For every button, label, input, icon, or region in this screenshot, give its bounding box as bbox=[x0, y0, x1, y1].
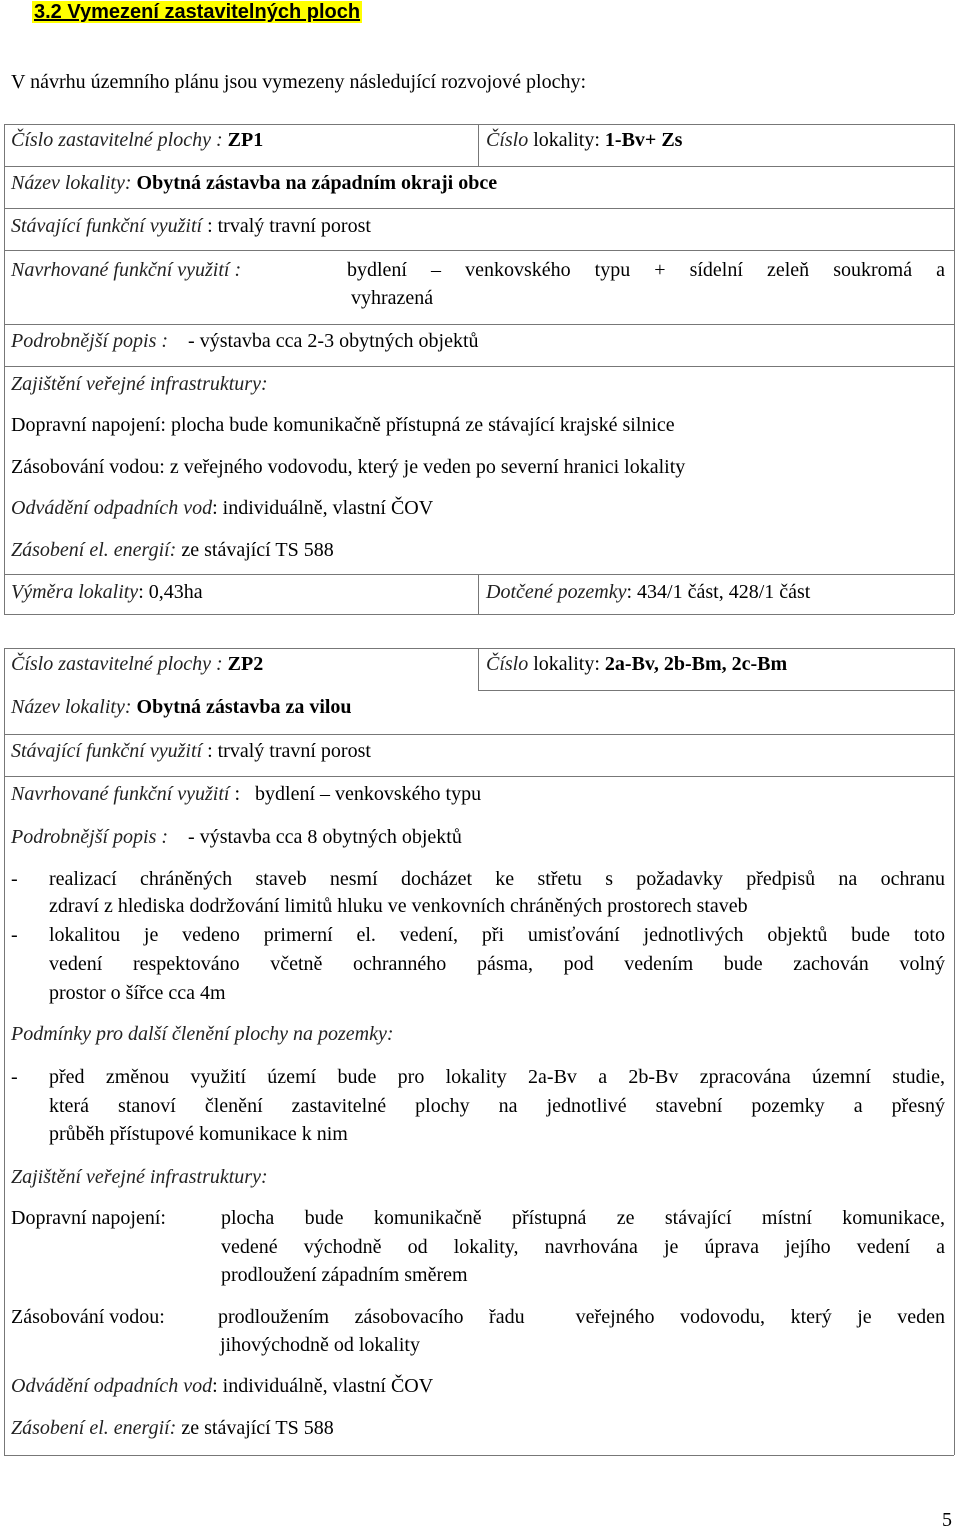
zp1-odpad: Odvádění odpadních vod: individuálně, vlastní ČOV bbox=[11, 497, 434, 519]
zp1-lokalita: Číslo lokality: 1-Bv+ Zs bbox=[486, 129, 683, 151]
bullet2-line3: prostor o šířce cca 4m bbox=[49, 982, 226, 1004]
bullet3-line3: průběh přístupové komunikace k nim bbox=[49, 1123, 348, 1145]
zp1-border bbox=[4, 574, 954, 575]
zp1-vymera: Výměra lokality: 0,43ha bbox=[11, 581, 203, 603]
bullet3-line1: před změnou využití území bude pro lokality 2a-Bv a 2b-Bv zpracována územní studie, bbox=[49, 1066, 945, 1088]
bullet2-line2: vedení respektováno včetně ochranného pásma, pod vedením bude zachován volný bbox=[49, 953, 945, 975]
zp1-cislo: Číslo zastavitelné plochy : ZP1 bbox=[11, 129, 264, 151]
zp1-border bbox=[4, 124, 5, 614]
bullet1-line2: zdraví z hlediska dodržování limitů hluku ve venkovních chráněných prostorech staveb bbox=[49, 895, 748, 917]
zp1-navrhovane-label: Navrhované funkční využití : bbox=[11, 259, 242, 281]
zp2-border bbox=[478, 690, 954, 691]
zp2-podminky-label: Podmínky pro další členění plochy na pozemky: bbox=[11, 1023, 394, 1045]
zp1-nazev: Název lokality: Obytná zástavba na západním okraji obce bbox=[11, 172, 498, 194]
zp1-navrhovane-line2: vyhrazená bbox=[351, 287, 434, 309]
zp2-border bbox=[4, 648, 954, 649]
zp2-stavajici: Stávající funkční využití : trvalý travní porost bbox=[11, 740, 371, 762]
zp1-border bbox=[4, 250, 954, 251]
zp2-doprava-line1: plocha bude komunikačně přístupná ze stávající místní komunikace, bbox=[221, 1207, 945, 1229]
zp2-doprava-line2: vedené východně od lokality, navrhována je úprava jejího vedení a bbox=[221, 1236, 945, 1258]
zp2-cislo: Číslo zastavitelné plochy : ZP2 bbox=[11, 653, 264, 675]
zp2-nazev: Název lokality: Obytná zástavba za vilou bbox=[11, 696, 352, 718]
zp2-voda-line1: prodloužením zásobovacího řadu veřejného vodovodu, který je veden bbox=[218, 1306, 945, 1328]
zp2-doprava-label: Dopravní napojení: bbox=[11, 1207, 166, 1229]
zp1-border bbox=[4, 208, 954, 209]
section-heading: 3.2 Vymezení zastavitelných ploch bbox=[34, 1, 361, 23]
zp2-border bbox=[4, 1455, 954, 1456]
zp1-border bbox=[4, 614, 954, 615]
bullet-dash: - bbox=[11, 1066, 18, 1088]
zp1-border bbox=[4, 324, 954, 325]
intro-text: V návrhu územního plánu jsou vymezeny následující rozvojové plochy: bbox=[11, 71, 587, 93]
bullet-dash: - bbox=[11, 868, 18, 890]
zp1-border bbox=[954, 124, 955, 614]
bullet3-line2: která stanoví členění zastavitelné plochy na jednotlivé stavební pozemky a přesný bbox=[49, 1095, 945, 1117]
zp1-stavajici: Stávající funkční využití : trvalý travní porost bbox=[11, 215, 371, 237]
zp1-pozemky: Dotčené pozemky: 434/1 část, 428/1 část bbox=[486, 581, 811, 603]
zp2-odpad: Odvádění odpadních vod: individuálně, vlastní ČOV bbox=[11, 1375, 434, 1397]
zp1-border bbox=[4, 366, 954, 367]
zp2-voda-line2: jihovýchodně od lokality bbox=[220, 1334, 420, 1356]
zp1-border bbox=[4, 124, 954, 125]
zp2-border bbox=[4, 734, 954, 735]
zp1-border bbox=[4, 166, 954, 167]
zp2-voda-label: Zásobování vodou: bbox=[11, 1306, 165, 1328]
zp1-popis: Podrobnější popis : - výstavba cca 2-3 obytných objektů bbox=[11, 330, 479, 352]
zp1-border bbox=[478, 574, 479, 614]
zp2-border bbox=[4, 776, 954, 777]
page-number: 5 bbox=[942, 1509, 952, 1531]
zp2-infra-label: Zajištění veřejné infrastruktury: bbox=[11, 1166, 268, 1188]
zp1-energie: Zásobení el. energií: ze stávající TS 588 bbox=[11, 539, 334, 561]
zp1-voda: Zásobování vodou: z veřejného vodovodu, který je veden po severní hranici lokality bbox=[11, 456, 686, 478]
zp2-border bbox=[478, 648, 479, 690]
zp1-navrhovane-line1: bydlení – venkovského typu + sídelní zeleň soukromá a bbox=[347, 259, 945, 281]
zp1-border bbox=[478, 124, 479, 166]
bullet-dash: - bbox=[11, 924, 18, 946]
bullet1-line1: realizací chráněných staveb nesmí docházet ke střetu s požadavky předpisů na ochranu bbox=[49, 868, 945, 890]
zp2-border bbox=[954, 648, 955, 1455]
bullet2-line1: lokalitou je vedeno primerní el. vedení, při umisťování jednotlivých objektů bude toto bbox=[49, 924, 945, 946]
zp2-energie: Zásobení el. energií: ze stávající TS 588 bbox=[11, 1417, 334, 1439]
zp2-navrhovane: Navrhované funkční využití : bydlení – venkovského typu bbox=[11, 783, 482, 805]
zp2-doprava-line3: prodloužení západním směrem bbox=[221, 1264, 468, 1286]
zp1-doprava: Dopravní napojení: plocha bude komunikačně přístupná ze stávající krajské silnice bbox=[11, 414, 675, 436]
zp1-infra-label: Zajištění veřejné infrastruktury: bbox=[11, 373, 268, 395]
zp2-lokalita: Číslo lokality: 2a-Bv, 2b-Bm, 2c-Bm bbox=[486, 653, 788, 675]
zp2-popis: Podrobnější popis : - výstavba cca 8 obytných objektů bbox=[11, 826, 462, 848]
zp2-border bbox=[4, 648, 5, 1455]
